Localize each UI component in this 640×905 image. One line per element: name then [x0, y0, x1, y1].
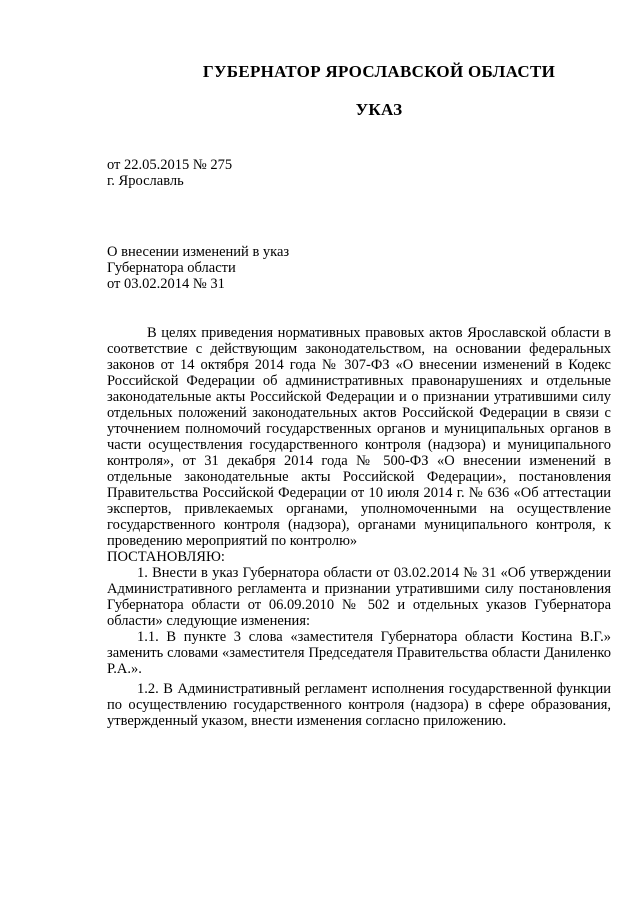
issuer-heading: ГУБЕРНАТОР ЯРОСЛАВСКОЙ ОБЛАСТИ — [202, 62, 556, 81]
subject-line: Губернатора области — [107, 260, 236, 276]
document-meta — [107, 157, 232, 189]
document-subject — [107, 244, 289, 292]
preamble-paragraph: В целях приведения нормативных правовых актов Ярославской области в соответствие с действующим законодательством, на основании федеральных законов от 14 октября 2014 года № 307-ФЗ «О внесении изменений в Кодекс Российской Федерации об административных правонарушениях и отдельные законодательные акты Российской Федерации и о признании утратившими силу отдельных положений законодательных актов Российской Федерации в связи с уточнением полномочий государственных органов и муниципальных органов в части осуществления государственного контроля (надзора) и муниципального контроля», от 31 декабря 2014 года № 500-ФЗ «О внесении изменений в отдельные законодательные акты Российской Федерации», постановления Правительства Российской Федерации от 10 июля 2014 г. № 636 «Об аттестации экспертов, привлекаемых органами, уполномоченными на осуществление государственного контроля (надзора), органами муниципального контроля, к проведению мероприятий по контролю» — [107, 325, 611, 549]
item-1-1-paragraph: 1.1. В пункте 3 слова «заместителя Губернатора области Костина В.Г.» заменить словами «заместителя Председателя Правительства области Даниленко Р.А.». — [107, 629, 611, 677]
subject-line: от 03.02.2014 № 31 — [107, 276, 225, 292]
subject-line: О внесении изменений в указ — [107, 244, 290, 260]
item-1-paragraph: 1. Внести в указ Губернатора области от 03.02.2014 № 31 «Об утверждении Административного регламента и признании утратившими силу постановления Губернатора области от 06.09.2010 № 502 и отдельных указов Губернатора области» следующие изменения: — [107, 565, 611, 629]
document-body — [107, 325, 611, 729]
item-1-2-paragraph: 1.2. В Административный регламент исполнения государственной функции по осуществлению государственного контроля (надзора) в сфере образования, утвержденный указом, внести изменения согласно приложению. — [107, 681, 611, 729]
city: г. Ярославль — [107, 173, 184, 189]
decree-word: ПОСТАНОВЛЯЮ: — [107, 549, 225, 565]
date-number: от 22.05.2015 № 275 — [107, 157, 233, 173]
document-type-heading: УКАЗ — [355, 100, 403, 119]
